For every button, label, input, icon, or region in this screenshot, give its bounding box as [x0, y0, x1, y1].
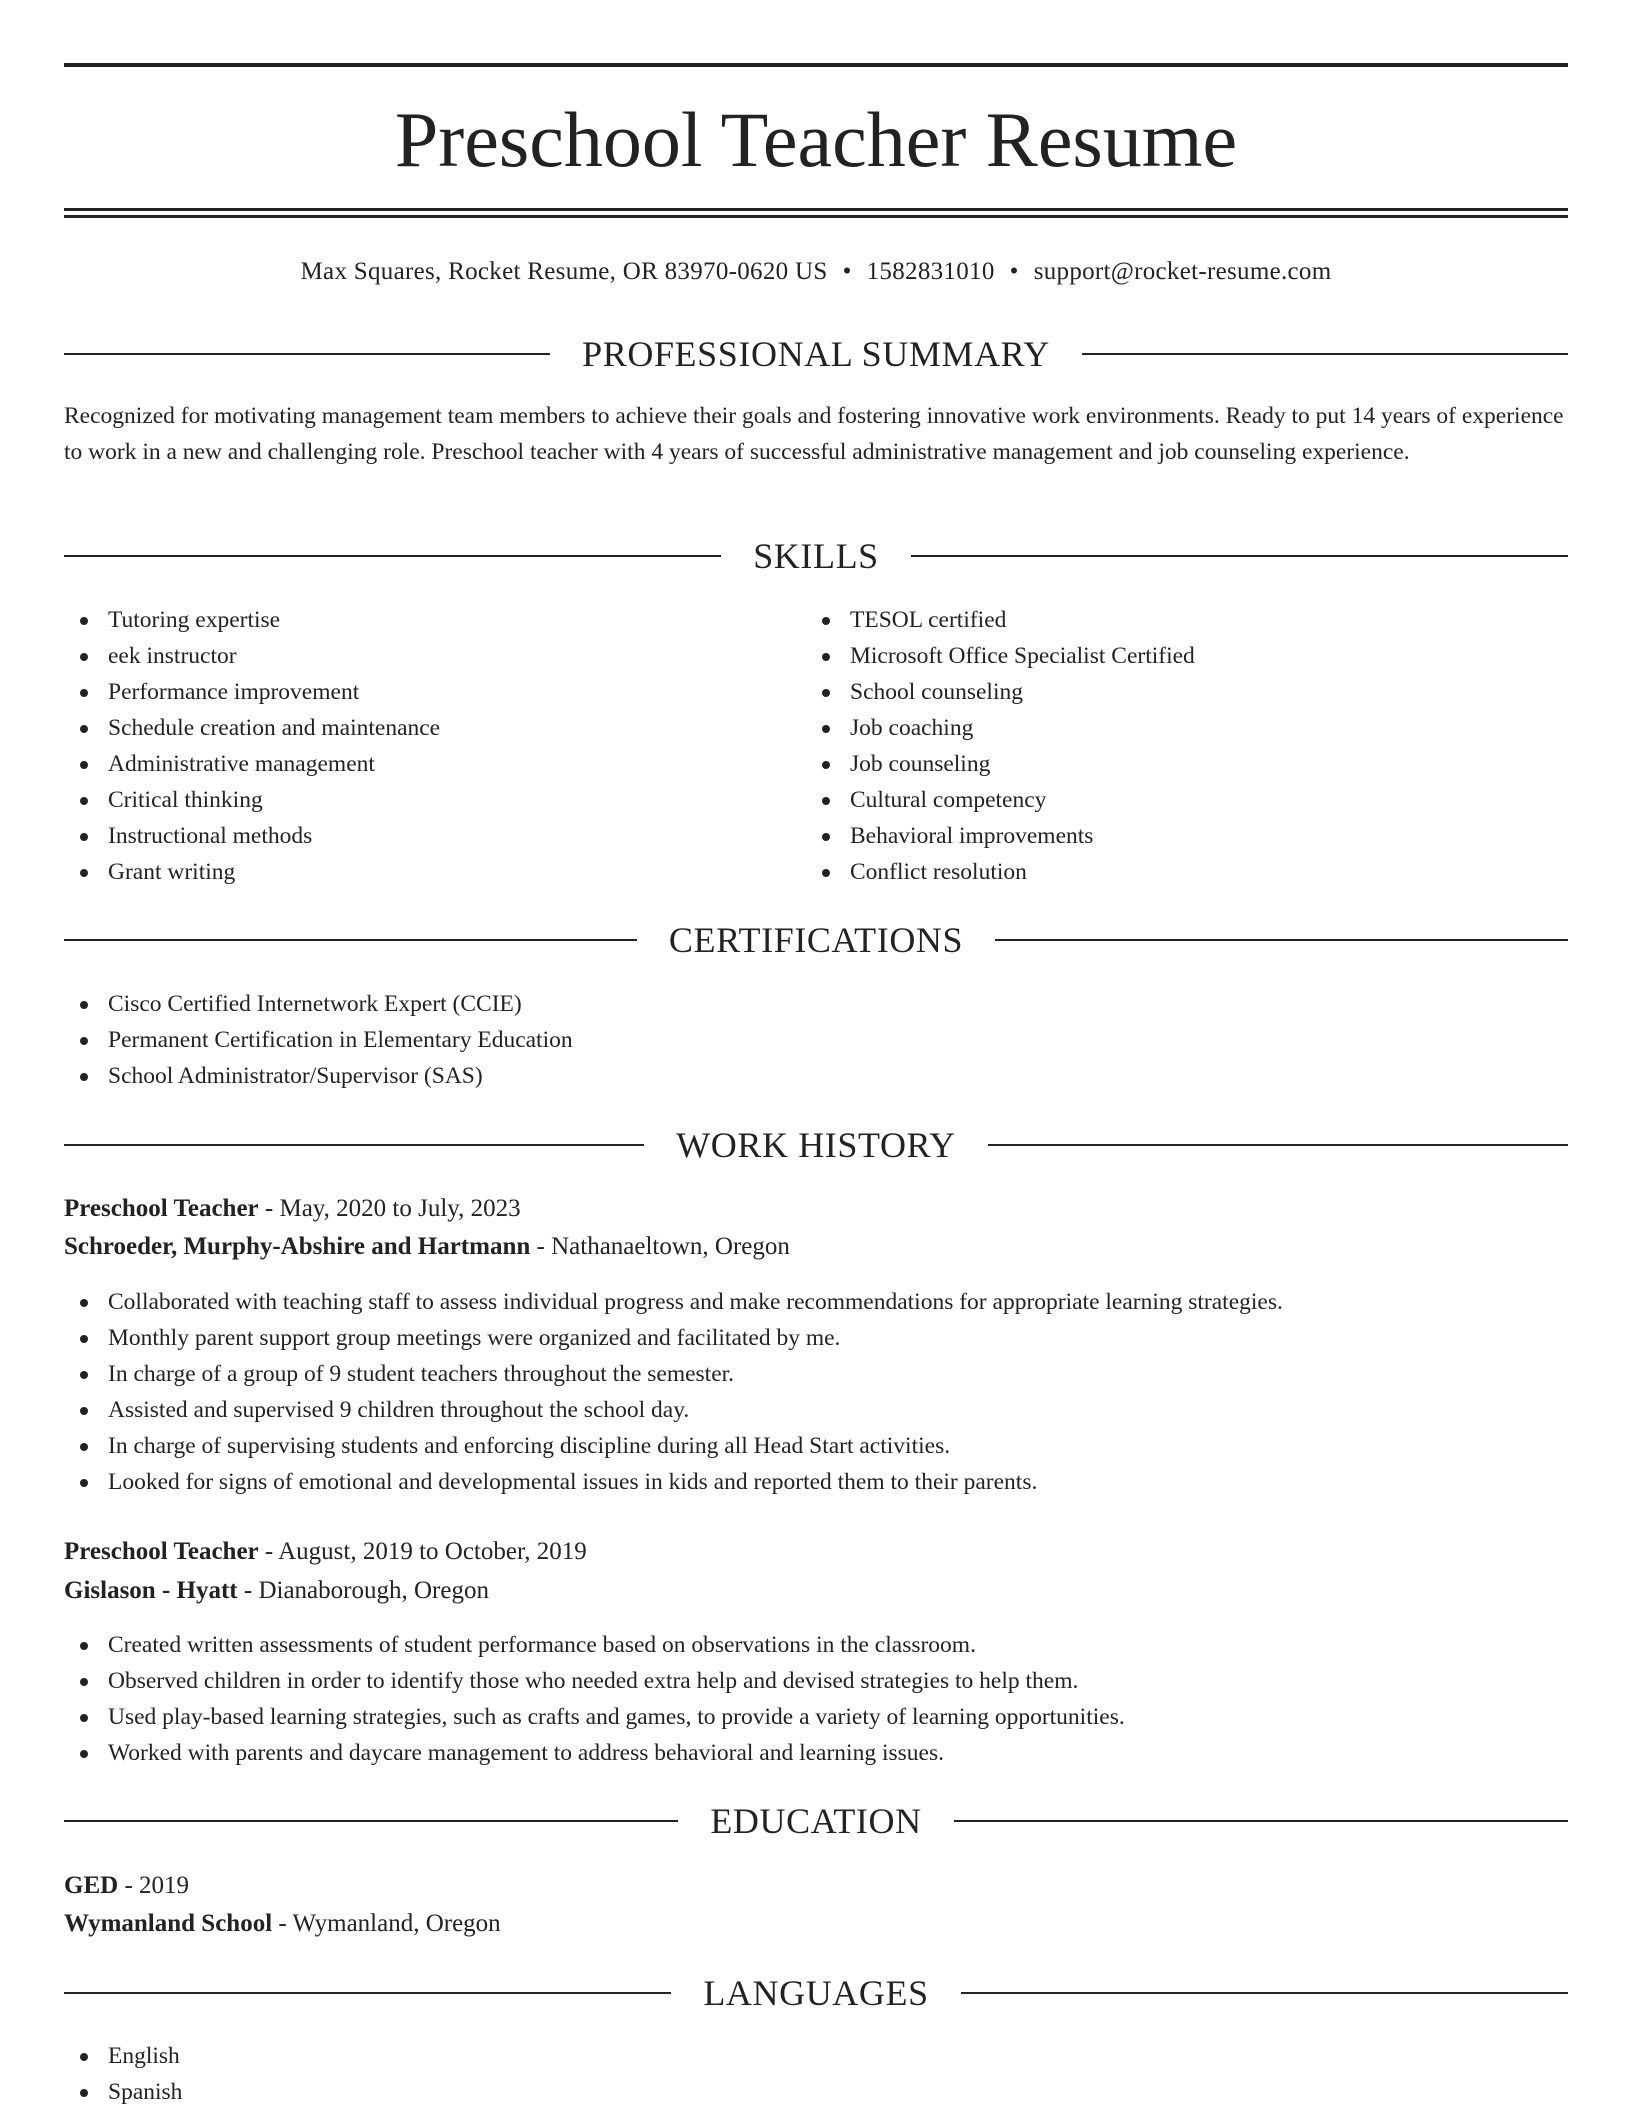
job-employer-line: Gislason - Hyatt - Dianaborough, Oregon	[64, 1577, 489, 1604]
contact-line	[64, 252, 1568, 292]
top-rule	[64, 63, 1568, 67]
section-heading-languages	[64, 1968, 1568, 2018]
job-bullets	[64, 1284, 1568, 1500]
skill-item: Behavioral improvements	[806, 818, 1566, 854]
job-bullets	[64, 1627, 1568, 1771]
job-title-line: Preschool Teacher - August, 2019 to October, 2019	[64, 1538, 587, 1565]
skill-item: Job counseling	[806, 746, 1566, 782]
languages-list	[64, 2038, 1564, 2110]
contact-separator: •	[1009, 258, 1019, 285]
job-bullet: Monthly parent support group meetings were organized and facilitated by me.	[64, 1320, 1568, 1356]
skills-list-right	[806, 602, 1566, 890]
heading-rule-right	[961, 1992, 1568, 1994]
skill-item: Tutoring expertise	[64, 602, 804, 638]
skill-item: School counseling	[806, 674, 1566, 710]
heading-rule-left	[64, 353, 550, 355]
skill-item: TESOL certified	[806, 602, 1566, 638]
language-item: Spanish	[64, 2074, 1564, 2110]
contact-phone: 1582831010	[866, 258, 995, 285]
heading-rule-left	[64, 939, 637, 941]
skill-item: Performance improvement	[64, 674, 804, 710]
heading-rule-left	[64, 1144, 644, 1146]
education-degree: GED	[64, 1872, 119, 1899]
section-title-certifications: CERTIFICATIONS	[668, 920, 964, 960]
job-bullet: In charge of a group of 9 student teachers throughout the semester.	[64, 1356, 1568, 1392]
certification-item: Cisco Certified Internetwork Expert (CCIE)	[64, 986, 1564, 1022]
heading-rule-left	[64, 1820, 678, 1822]
job-location: Dianaborough, Oregon	[258, 1577, 489, 1604]
job-bullet: In charge of supervising students and enforcing discipline during all Head Start activities.	[64, 1428, 1568, 1464]
job-bullet: Created written assessments of student performance based on observations in the classroom.	[64, 1627, 1568, 1663]
job-employer-line: Schroeder, Murphy-Abshire and Hartmann - Nathanaeltown, Oregon	[64, 1233, 790, 1260]
section-title-summary: PROFESSIONAL SUMMARY	[582, 334, 1050, 374]
job-title-line: Preschool Teacher - May, 2020 to July, 2023	[64, 1195, 521, 1222]
job-title: Preschool Teacher	[64, 1538, 259, 1565]
education-school: Wymanland School	[64, 1910, 273, 1937]
heading-rule-right	[988, 1144, 1568, 1146]
job-employer: Gislason - Hyatt	[64, 1577, 238, 1604]
section-title-languages: LANGUAGES	[703, 1973, 929, 2013]
section-heading-education	[64, 1796, 1568, 1846]
skill-item: Schedule creation and maintenance	[64, 710, 804, 746]
heading-rule-left	[64, 555, 721, 557]
skill-item: Cultural competency	[806, 782, 1566, 818]
summary-text: Recognized for motivating management team members to achieve their goals and fostering innovative work environments. Ready to put 14 years of experience to work in a new and challenging role. Preschool teacher with 4 years of successful administrative management and job counseling experience.	[64, 403, 1564, 465]
job-bullet: Used play-based learning strategies, such as crafts and games, to provide a variety of learning opportunities.	[64, 1699, 1568, 1735]
section-heading-certifications	[64, 915, 1568, 965]
section-title-skills: SKILLS	[753, 536, 879, 576]
section-title-work-history: WORK HISTORY	[676, 1125, 956, 1165]
heading-rule-right	[1082, 353, 1568, 355]
heading-rule-left	[64, 1992, 671, 1994]
section-heading-work-history	[64, 1120, 1568, 1170]
job-dates: May, 2020 to July, 2023	[279, 1195, 521, 1222]
heading-rule-right	[995, 939, 1568, 941]
job-bullet: Assisted and supervised 9 children throughout the school day.	[64, 1392, 1568, 1428]
education-location: Wymanland, Oregon	[292, 1910, 501, 1937]
job-bullet: Looked for signs of emotional and developmental issues in kids and reported them to their parents.	[64, 1464, 1568, 1500]
skill-item: Grant writing	[64, 854, 804, 890]
heading-rule-right	[911, 555, 1568, 557]
certification-item: School Administrator/Supervisor (SAS)	[64, 1058, 1564, 1094]
job-title: Preschool Teacher	[64, 1195, 259, 1222]
job-bullet: Worked with parents and daycare management to address behavioral and learning issues.	[64, 1735, 1568, 1771]
language-item: English	[64, 2038, 1564, 2074]
job-bullet: Observed children in order to identify those who needed extra help and devised strategies to help them.	[64, 1663, 1568, 1699]
education-school-line: Wymanland School - Wymanland, Oregon	[64, 1910, 501, 1937]
resume-title: Preschool Teacher Resume	[394, 96, 1238, 183]
skill-item: Critical thinking	[64, 782, 804, 818]
contact-separator: •	[842, 258, 852, 285]
contact-email[interactable]: support@rocket-resume.com	[1033, 258, 1332, 285]
certifications-list	[64, 986, 1564, 1094]
job-employer: Schroeder, Murphy-Abshire and Hartmann	[64, 1233, 531, 1260]
job-location: Nathanaeltown, Oregon	[551, 1233, 790, 1260]
skill-item: Microsoft Office Specialist Certified	[806, 638, 1566, 674]
title-double-rule	[64, 208, 1568, 218]
section-heading-summary	[64, 329, 1568, 379]
skill-item: Administrative management	[64, 746, 804, 782]
job-bullet: Collaborated with teaching staff to assess individual progress and make recommendations for appropriate learning strategies.	[64, 1284, 1568, 1320]
skill-item: eek instructor	[64, 638, 804, 674]
skill-item: Instructional methods	[64, 818, 804, 854]
skill-item: Job coaching	[806, 710, 1566, 746]
section-heading-skills	[64, 531, 1568, 581]
section-title-education: EDUCATION	[710, 1801, 922, 1841]
heading-rule-right	[954, 1820, 1568, 1822]
certification-item: Permanent Certification in Elementary Education	[64, 1022, 1564, 1058]
skill-item: Conflict resolution	[806, 854, 1566, 890]
contact-address: Max Squares, Rocket Resume, OR 83970-0620 US	[300, 258, 828, 285]
education-year: 2019	[139, 1872, 190, 1899]
skills-list-left	[64, 602, 804, 890]
education-degree-line: GED - 2019	[64, 1872, 190, 1899]
job-dates: August, 2019 to October, 2019	[278, 1538, 587, 1565]
